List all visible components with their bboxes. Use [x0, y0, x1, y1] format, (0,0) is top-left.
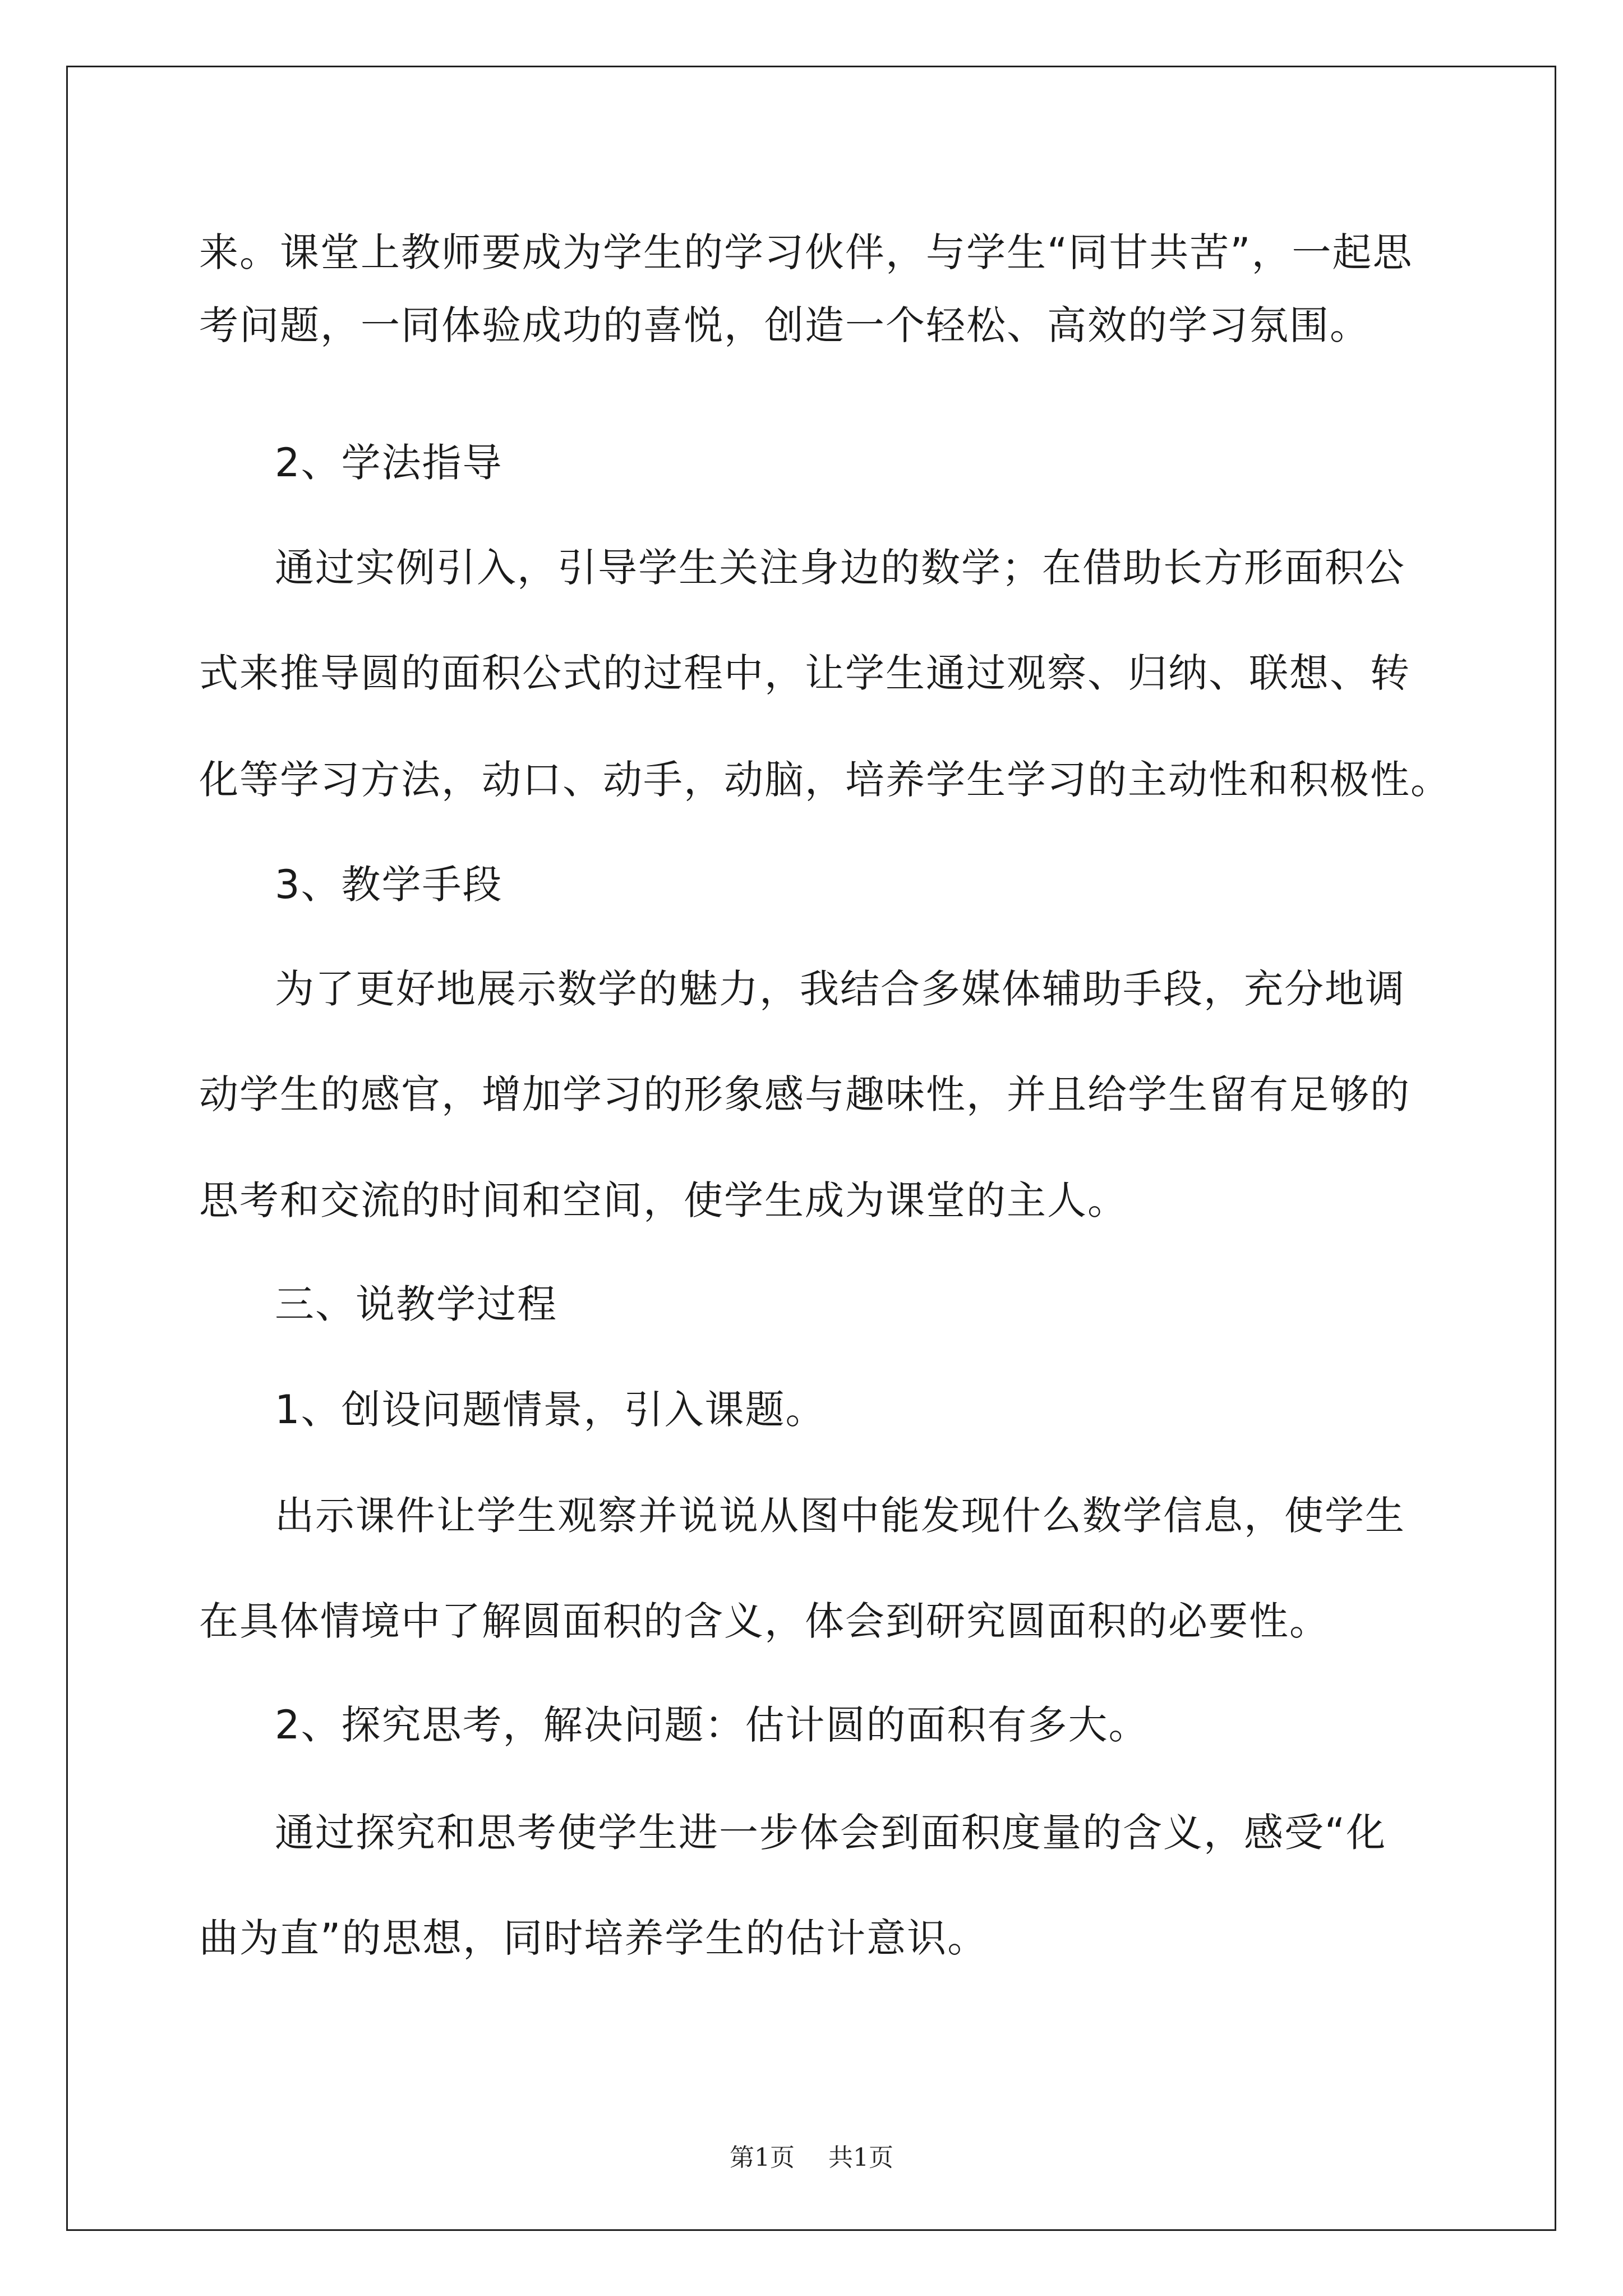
paragraph-line: 在具体情境中了解圆面积的含义，体会到研究圆面积的必要性。 — [199, 1598, 1330, 1644]
section-heading: 三、说教学过程 — [275, 1281, 557, 1327]
paragraph-line: 式来推导圆的面积公式的过程中，让学生通过观察、归纳、联想、转 — [199, 650, 1410, 696]
paragraph-line: 考问题，一同体验成功的喜悦，创造一个轻松、高效的学习氛围。 — [199, 302, 1370, 348]
section-heading: 2、探究思考，解决问题：估计圆的面积有多大。 — [275, 1702, 1149, 1748]
paragraph-line: 为了更好地展示数学的魅力，我结合多媒体辅助手段，充分地调 — [275, 966, 1405, 1012]
page-border — [66, 66, 1556, 2231]
page-number-current: 第1页 — [730, 2143, 795, 2172]
page-footer — [0, 2137, 1623, 2173]
paragraph-line: 出示课件让学生观察并说说从图中能发现什么数学信息，使学生 — [275, 1493, 1405, 1539]
paragraph-line: 通过实例引入，引导学生关注身边的数学；在借助长方形面积公 — [275, 545, 1405, 591]
paragraph-line: 化等学习方法，动口、动手，动脑，培养学生学习的主动性和积极性。 — [199, 757, 1451, 803]
paragraph-line: 动学生的感官，增加学习的形象感与趣味性，并且给学生留有足够的 — [199, 1071, 1410, 1117]
section-heading: 3、教学手段 — [275, 862, 503, 908]
section-heading: 2、学法指导 — [275, 440, 503, 486]
paragraph-line: 思考和交流的时间和空间，使学生成为课堂的主人。 — [199, 1177, 1128, 1223]
section-heading: 1、创设问题情景，引入课题。 — [275, 1387, 826, 1433]
paragraph-line: 通过探究和思考使学生进一步体会到面积度量的含义，感受“化 — [275, 1810, 1387, 1856]
paragraph-line: 曲为直”的思想，同时培养学生的估计意识。 — [199, 1915, 988, 1961]
page-number-total: 共1页 — [828, 2143, 893, 2172]
paragraph-line: 来。课堂上教师要成为学生的学习伙伴，与学生“同甘共苦”，一起思 — [199, 229, 1413, 275]
